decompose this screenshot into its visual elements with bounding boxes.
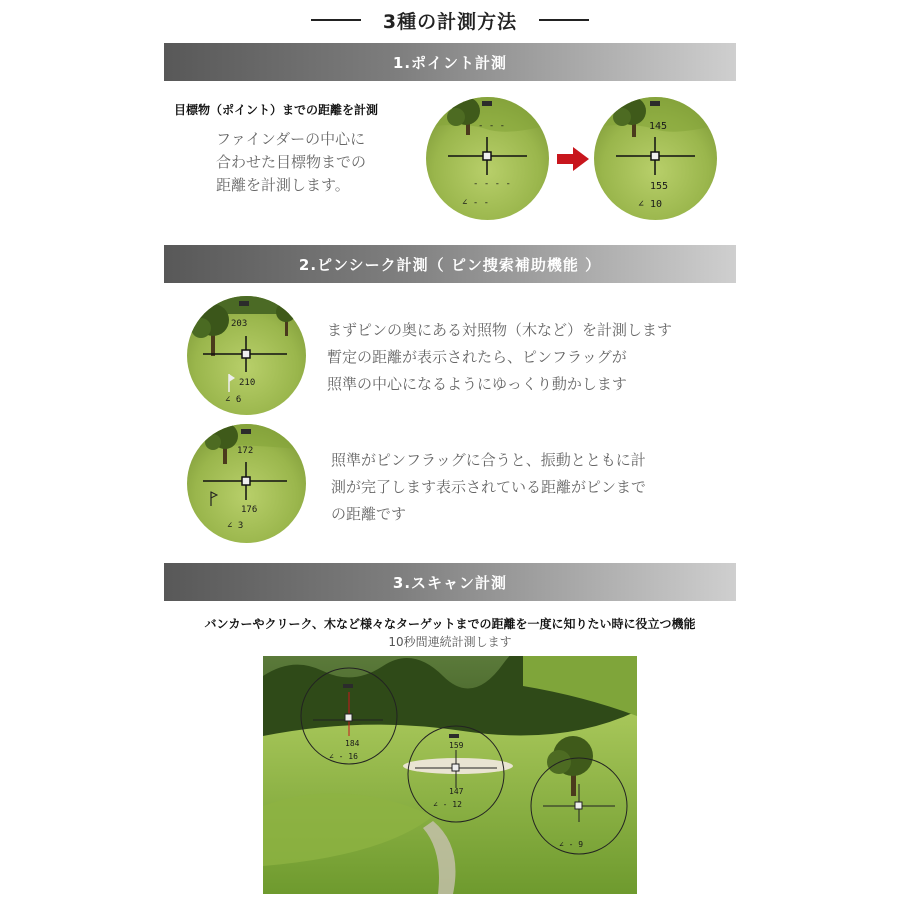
scan-reticle-1-mid: 184 <box>345 739 360 748</box>
scope-before-top-reading: - - - <box>478 121 506 131</box>
section2-description-2 <box>331 447 646 528</box>
section3-bar: 3.スキャン計測 <box>164 563 736 601</box>
scope-view-before <box>426 97 549 220</box>
title-line-left <box>311 19 361 21</box>
scope-view-after <box>594 97 717 220</box>
scope-pinseek-2-mid-reading: 176 <box>241 505 258 515</box>
section3-subheading: 10秒間連続計測します <box>388 635 512 649</box>
page-title: 3種の計測方法 <box>382 10 518 33</box>
scan-reticle-2-bottom: ∠ - 12 <box>433 800 462 809</box>
scope-before-bottom-reading: ∠ - - <box>462 198 490 208</box>
scope-pinseek-1-bottom-reading: ∠ 6 <box>225 395 242 405</box>
section1-bar: 1.ポイント計測 <box>164 43 736 81</box>
section1-description <box>216 128 366 197</box>
scope-pinseek-2-top-reading: 172 <box>237 446 254 456</box>
scan-reticle-2-mid: 147 <box>449 787 464 796</box>
section1-desc-line: 距離を計測します。 <box>216 176 350 194</box>
scan-course-image <box>263 656 637 894</box>
scope-before-drawing <box>426 97 549 220</box>
scope-before-mid-reading: - - - - <box>473 179 511 189</box>
title-line-right <box>539 19 589 21</box>
scan-reticle-1-bottom: ∠ - 16 <box>329 752 358 761</box>
scope-pinseek-1-top-reading: 203 <box>231 319 248 329</box>
scope-view-pinseek-2 <box>187 424 306 543</box>
section1-heading: 目標物（ポイント）までの距離を計測 <box>174 103 379 117</box>
section2-desc1-line: 暫定の距離が表示されたら、ピンフラッグが <box>327 348 627 366</box>
scope-pinseek-1-drawing <box>187 296 306 415</box>
section2-desc2-line: の距離です <box>331 505 407 523</box>
section2-bar: 2.ピンシーク計測（ ピン捜索補助機能 ） <box>164 245 736 283</box>
scan-course-drawing <box>263 656 637 894</box>
arrow-right-icon <box>557 147 589 171</box>
scope-pinseek-2-drawing <box>187 424 306 543</box>
scan-reticle-3-bottom: ∠ - 9 <box>559 840 584 849</box>
section2-desc2-line: 測が完了します表示されている距離がピンまで <box>331 478 647 496</box>
scope-after-top-reading: 145 <box>649 121 668 132</box>
section1-desc-line: 合わせた目標物までの <box>216 153 367 171</box>
scope-after-bottom-reading: ∠ 10 <box>638 199 663 210</box>
scope-pinseek-1-mid-reading: 210 <box>239 378 256 388</box>
section1-desc-line: ファインダーの中心に <box>216 130 366 148</box>
scope-pinseek-2-bottom-reading: ∠ 3 <box>227 521 244 531</box>
section2-desc1-line: まずピンの奥にある対照物（木など）を計測します <box>327 321 673 339</box>
section2-desc1-line: 照準の中心になるようにゆっくり動かします <box>327 375 627 393</box>
scope-after-mid-reading: 155 <box>650 181 669 192</box>
scan-reticle-2-top: 159 <box>449 741 464 750</box>
section2-description-1 <box>327 317 672 398</box>
section2-desc2-line: 照準がピンフラッグに合うと、振動とともに計 <box>331 451 646 469</box>
scope-view-pinseek-1 <box>187 296 306 415</box>
page-title-row <box>0 6 900 34</box>
scope-after-drawing <box>594 97 717 220</box>
section3-heading: バンカーやクリーク、木など様々なターゲットまでの距離を一度に知りたい時に役立つ機能 <box>204 617 696 631</box>
